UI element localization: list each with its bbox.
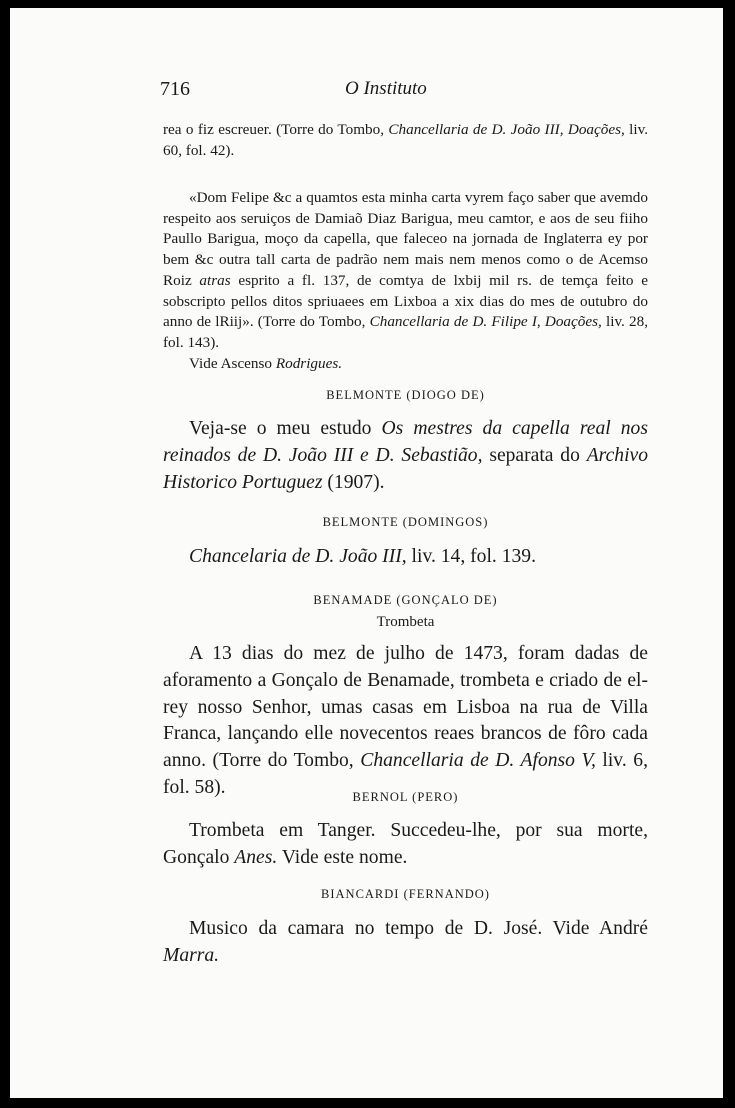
entry-heading: BENAMADE (GONÇALO DE) <box>313 593 498 607</box>
entry-subheading: Trombeta <box>376 614 435 630</box>
page-header <box>160 78 660 106</box>
entry-heading: BELMONTE (DIOGO DE) <box>326 388 485 402</box>
quoted-document: «Dom Felipe &c a quamtos esta minha carta vyrem faço saber que avemdo respeito aos seruiços de Damiaõ Diaz Barigua, meu camtor, e aos de seu fiiho Paullo Barigua, moço da capella, que faleceo na jornada de Inglaterra ey por bem &c outra tall carta de padrão nem mais nem menos como o de Acemso Roiz atras esprito a fl. 137, de comtya de lxbij mil rs. de temça feito e sobscripto pellos ditos spriuaees em Lixboa a xix dias do mes de outubro do anno de lRiij». (Torre do Tombo, Chancellaria de D. Filipe I, Doações, liv. 28, fol. 143). Vide Ascenso Rodrigues. <box>163 188 648 374</box>
entry-text: Veja-se o meu estudo Os mestres da capella real nos reinados de D. João III e D. Sebastião, separata do Archivo Historico Portuguez (1907). <box>163 418 649 493</box>
entry-heading: BERNOL (PERO) <box>352 790 459 804</box>
document-page <box>10 8 723 1098</box>
entry-text: Trombeta em Tanger. Succedeu-lhe, por sua morte, Gonçalo Anes. Vide este nome. <box>163 820 648 868</box>
entry-text: Chancelaria de D. João III, liv. 14, fol. 139. <box>189 546 537 567</box>
running-title: O Instituto <box>345 78 427 99</box>
entry-heading: BELMONTE (DOMINGOS) <box>322 515 489 529</box>
entry-text: A 13 dias do mez de julho de 1473, foram dadas de aforamento a Gonçalo de Benamade, trombeta e criado de el-rey nosso Senhor, umas casas em Lisboa na rua de Villa Franca, lançando elle novecentos reaes brancos de fôro cada anno. (Torre do Tombo, Chancellaria de D. Afonso V, liv. 6, fol. 58). <box>163 643 648 798</box>
vide-reference: Vide Ascenso Rodrigues. <box>189 354 343 372</box>
continuation-paragraph: rea o fiz escreuer. (Torre do Tombo, Chancellaria de D. João III, Doações, liv. 60, fol. 42). <box>163 121 649 159</box>
page-number: 716 <box>160 78 190 100</box>
entry-heading: BIANCARDI (FERNANDO) <box>321 887 490 901</box>
entry-text: Musico da camara no tempo de D. José. Vide André Marra. <box>163 918 648 966</box>
